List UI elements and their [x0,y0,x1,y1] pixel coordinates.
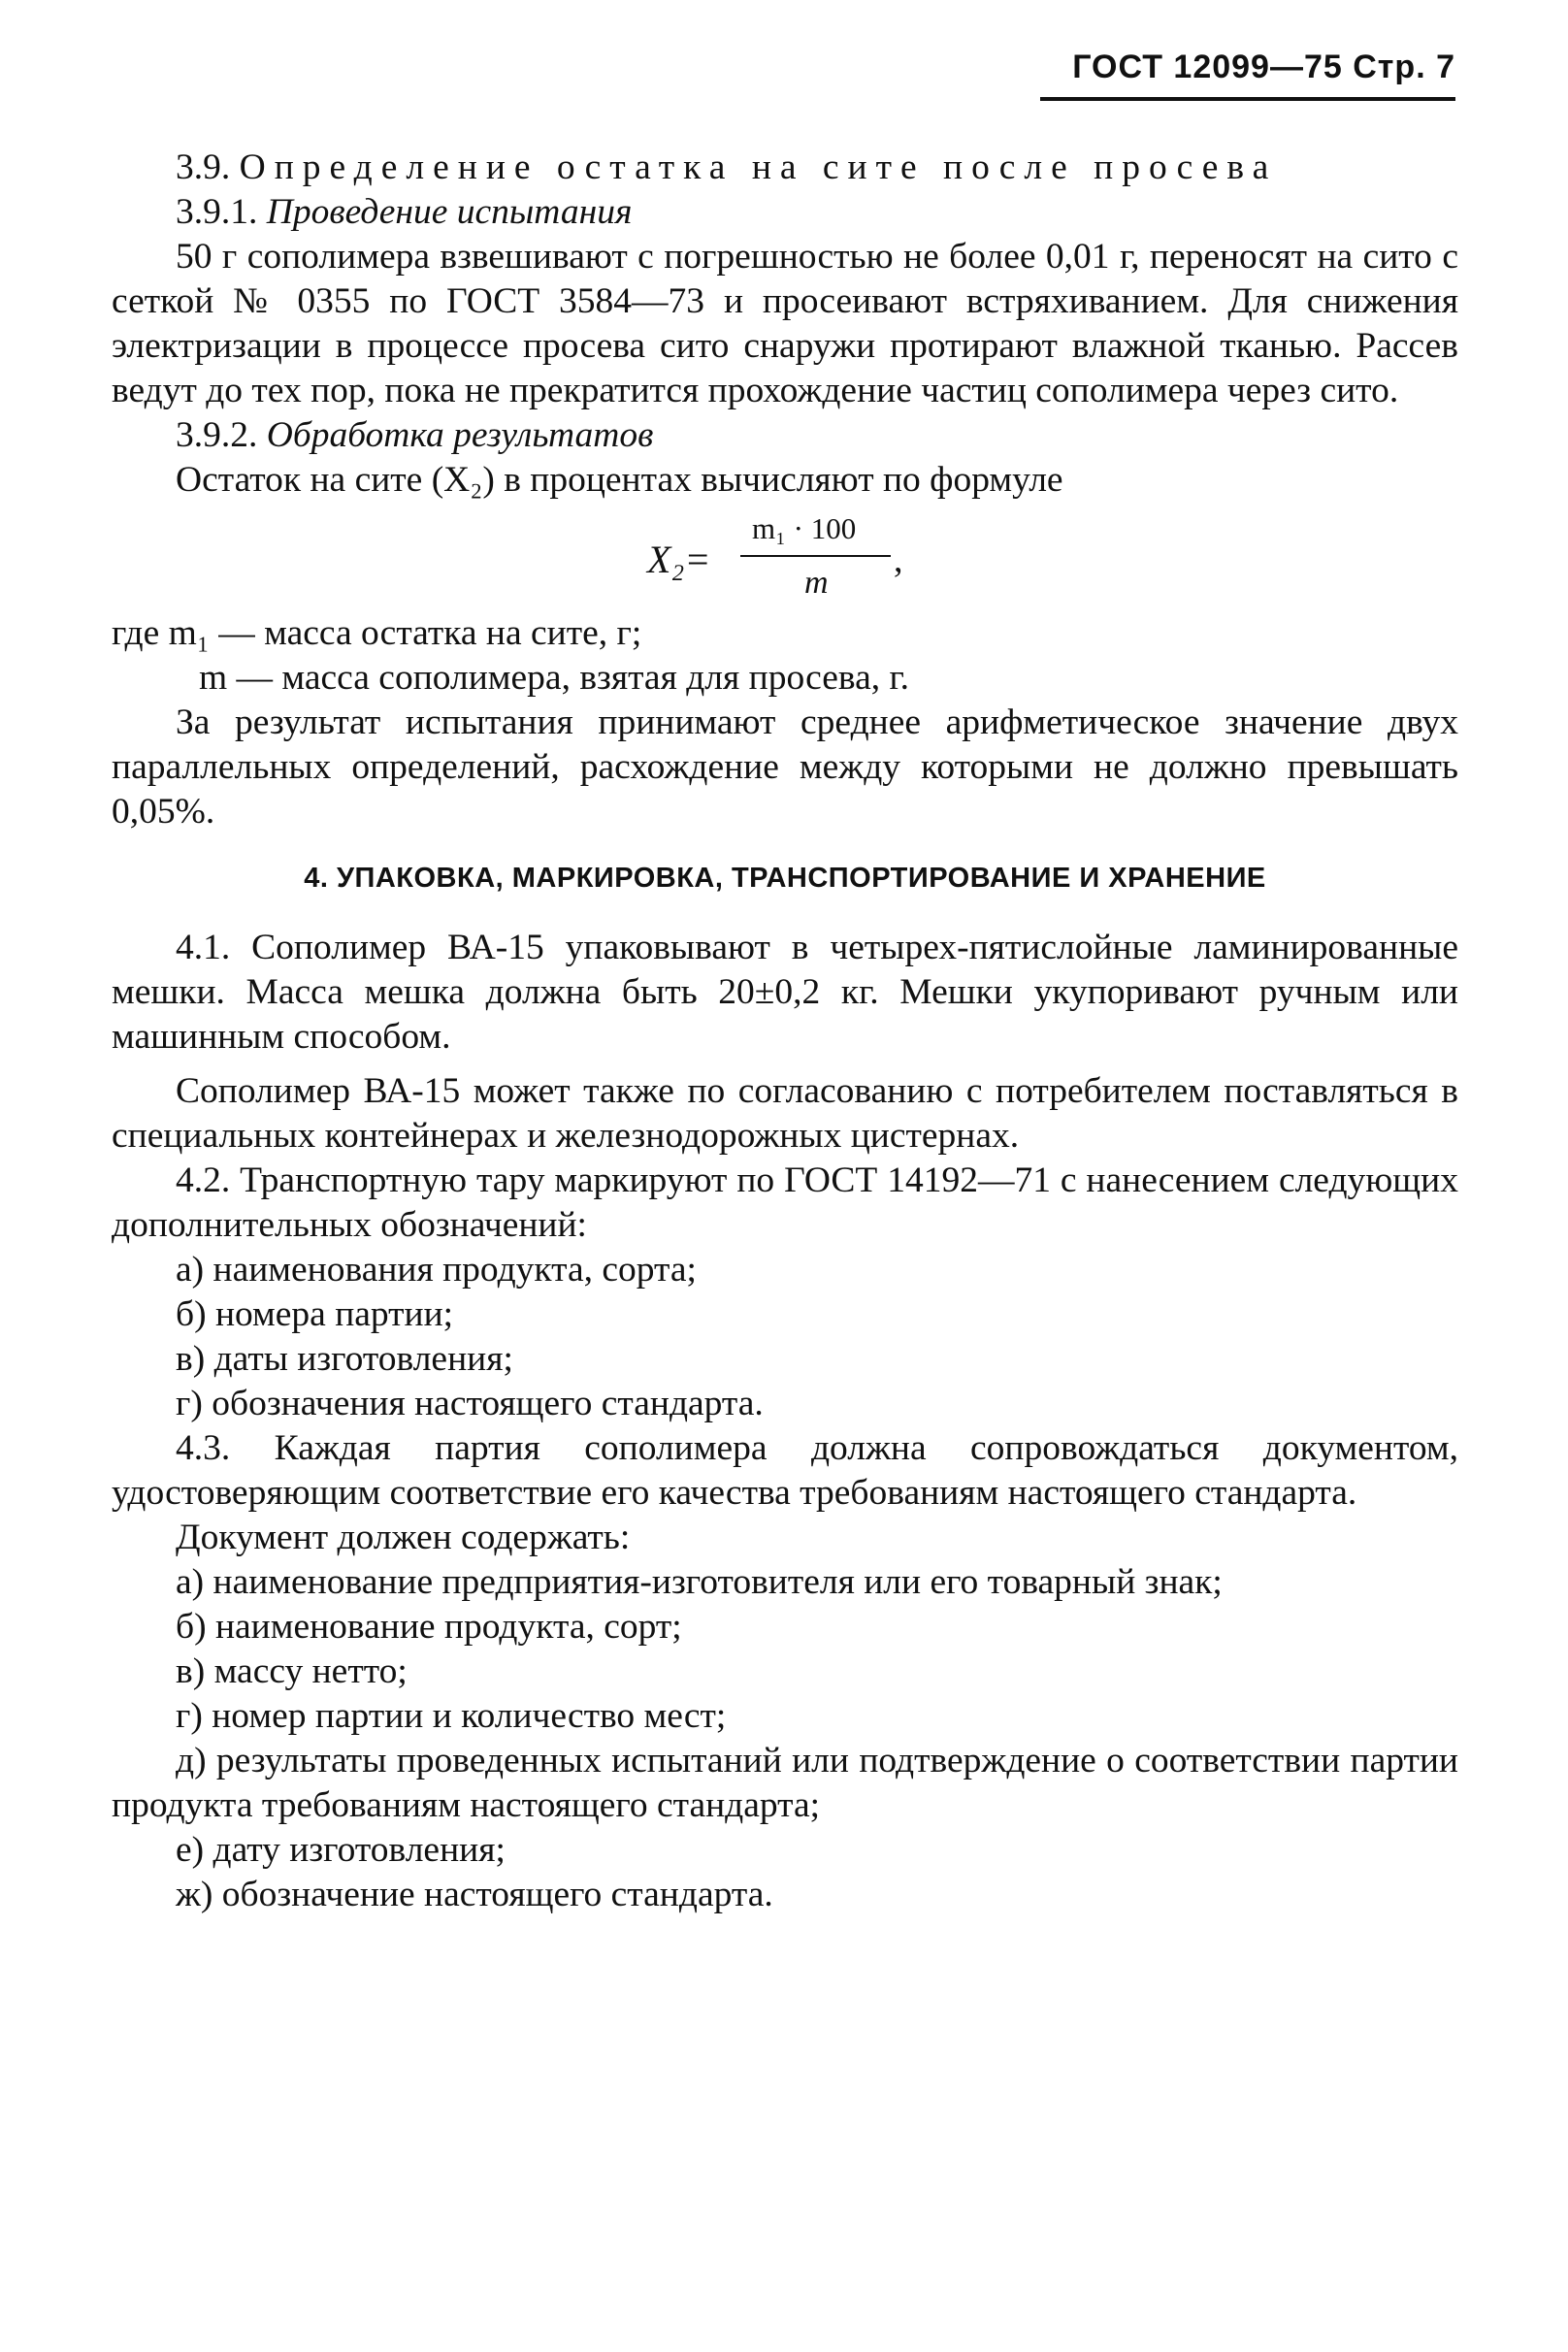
subsection-title: Проведение испытания [266,192,633,232]
section-heading-3-9 [112,146,1458,190]
document-body [112,146,1458,1917]
paragraph-4-2: 4.2. Транспортную тару маркируют по ГОСТ 14192—71 с нанесением следующих дополнительных обозначений: [112,1160,1458,1245]
subsection-number: 3.9.2. [176,415,258,455]
list-item: б) наименование продукта, сорт; [176,1607,682,1647]
list-item: в) даты изготовления; [176,1339,513,1379]
formula-legend-2: m — масса сополимера, взятая для просева, г. [199,658,910,698]
spacer [112,1060,1458,1069]
section-title-4: 4. УПАКОВКА, МАРКИРОВКА, ТРАНСПОРТИРОВАНИЕ И ХРАНЕНИЕ [304,863,1266,894]
list-item: ж) обозначение настоящего стандарта. [176,1875,773,1914]
paragraph-doc-intro: Документ должен содержать: [176,1518,631,1557]
subsection-title: Обработка результатов [266,415,654,455]
formula-legend-1: где m₁ — масса остатка на сите, г; [112,613,642,653]
formula-denominator: m [804,565,829,601]
formula [112,503,1458,611]
paragraph-4-3: 4.3. Каждая партия сополимера должна сопровождаться документом, удостоверяющим соответствие его качества требованиям настоящего стандарта. [112,1428,1458,1513]
formula-lhs: X₂= [647,538,711,581]
formula-numerator: m₁ · 100 [752,511,857,545]
section-heading-text: Определение остатка на сите после просева [239,147,1278,187]
list-item: б) номера партии; [176,1294,454,1334]
fraction-bar [740,555,891,557]
section-number: 3.9. [176,147,231,187]
page-header: ГОСТ 12099—75 Стр. 7 [1072,49,1455,85]
subsection-heading-3-9-2 [112,413,1458,458]
formula-comma: , [894,539,903,580]
paragraph-4-1b: Сополимер ВА-15 может также по согласованию с потребителем поставляться в специальных контейнерах и железнодорожных цистернах. [112,1071,1458,1156]
subsection-number: 3.9.1. [176,192,258,232]
paragraph-result: За результат испытания принимают среднее арифметическое значение двух параллельных определений, расхождение между которыми не должно превышать 0,05%. [112,702,1458,832]
list-item: а) наименования продукта, сорта; [176,1250,697,1290]
list-item: д) результаты проведенных испытаний или подтверждение о соответствии партии продукта требованиям настоящего стандарта; [112,1741,1458,1825]
list-item: а) наименование предприятия-изготовителя или его товарный знак; [176,1562,1223,1602]
list-item: в) массу нетто; [176,1651,408,1691]
subsection-heading-3-9-1 [112,190,1458,235]
list-item: г) номер партии и количество мест; [176,1696,727,1736]
list-item: е) дату изготовления; [176,1830,506,1870]
header-rule [1040,97,1455,101]
paragraph-4-1: 4.1. Сополимер ВА-15 упаковывают в четырех-пятислойные ламинированные мешки. Масса мешка должна быть 20±0,2 кг. Мешки укупоривают ручным или машинным способом. [112,928,1458,1057]
paragraph-formula-intro: Остаток на сите (X₂) в процентах вычисляют по формуле [176,460,1063,500]
paragraph-test-procedure: 50 г сополимера взвешивают с погрешностью не более 0,01 г, переносят на сито с сеткой № 0355 по ГОСТ 3584—73 и просеивают встряхиванием. Для снижения электризации в процессе просева сито снаружи протирают влажной тканью. Рассев ведут до тех пор, пока не прекратится прохождение частиц сополимера через сито. [112,237,1458,410]
list-item: г) обозначения настоящего стандарта. [176,1384,764,1423]
